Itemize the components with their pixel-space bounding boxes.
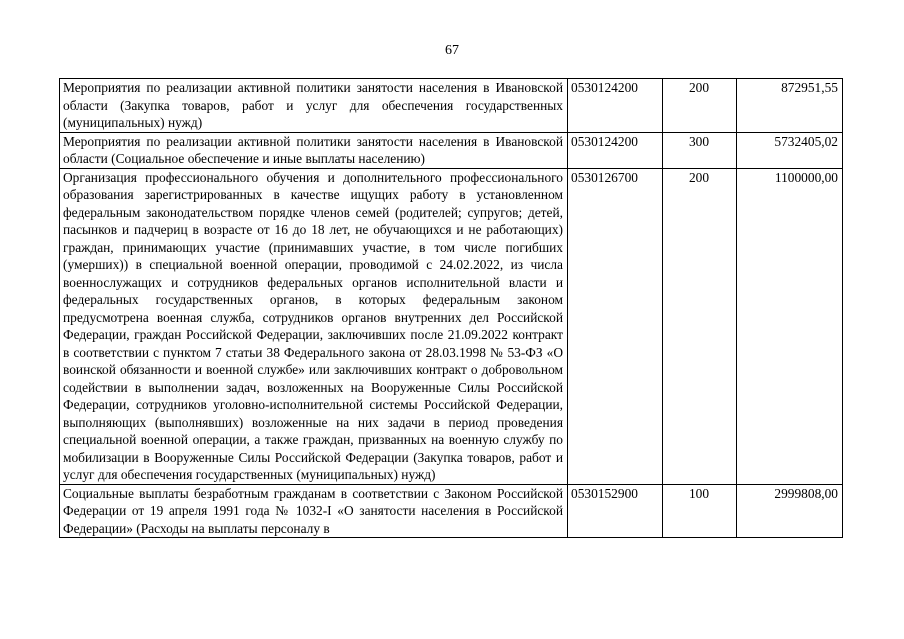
table-row	[60, 168, 843, 484]
row-expense-type: 100	[663, 484, 737, 538]
row-amount: 5732405,02	[737, 132, 843, 168]
row-description: Мероприятия по реализации активной политики занятости населения в Ивановской области (Закупка товаров, работ и услуг для обеспечения государственных (муниципальных) нужд)	[60, 79, 568, 133]
row-description: Организация профессионального обучения и дополнительного профессионального образования зарегистрированных в качестве ищущих работу в установленном федеральным законодательством порядке членов семей (родителей; супругов; детей, пасынков и падчериц в возрасте от 16 до 18 лет, не обучающихся и не работающих) граждан, принимающих участие (принимавших участие, в том числе погибших (умерших)) в специальной военной операции, проводимой с 24.02.2022, из числа военнослужащих и сотрудников федеральных органов исполнительной власти и федеральных государственных органов, в которых федеральным законом предусмотрена военная служба, сотрудников органов внутренних дел Российской Федерации, граждан Российской Федерации, заключивших после 21.09.2022 контракт в соответствии с пунктом 7 статьи 38 Федерального закона от 28.03.1998 № 53-ФЗ «О воинской обязанности и военной службе» или заключивших контракт о добровольном содействии в выполнении задач, возложенных на Вооруженные Силы Российской Федерации, сотрудников уголовно-исполнительной системы Российской Федерации, выполняющих (выполнявших) возложенные на них задачи в период проведения специальной военной операции, а также граждан, призванных на военную службу по мобилизации в Вооруженные Силы Российской Федерации (Закупка товаров, работ и услуг для обеспечения государственных (муниципальных) нужд)	[60, 168, 568, 484]
row-expense-type: 300	[663, 132, 737, 168]
table-row	[60, 484, 843, 538]
table-row	[60, 79, 843, 133]
table-row	[60, 132, 843, 168]
row-amount: 2999808,00	[737, 484, 843, 538]
row-amount: 1100000,00	[737, 168, 843, 484]
row-expense-type: 200	[663, 79, 737, 133]
row-code: 0530124200	[568, 132, 663, 168]
row-code: 0530152900	[568, 484, 663, 538]
row-code: 0530124200	[568, 79, 663, 133]
row-amount: 872951,55	[737, 79, 843, 133]
page-number: 67	[445, 43, 459, 58]
row-description: Социальные выплаты безработным гражданам в соответствии с Законом Российской Федерации от 19 апреля 1991 года № 1032-I «О занятости населения в Российской Федерации» (Расходы на выплаты персоналу в	[60, 484, 568, 538]
budget-table	[59, 78, 843, 538]
row-description: Мероприятия по реализации активной политики занятости населения в Ивановской области (Социальное обеспечение и иные выплаты населению)	[60, 132, 568, 168]
row-expense-type: 200	[663, 168, 737, 484]
row-code: 0530126700	[568, 168, 663, 484]
